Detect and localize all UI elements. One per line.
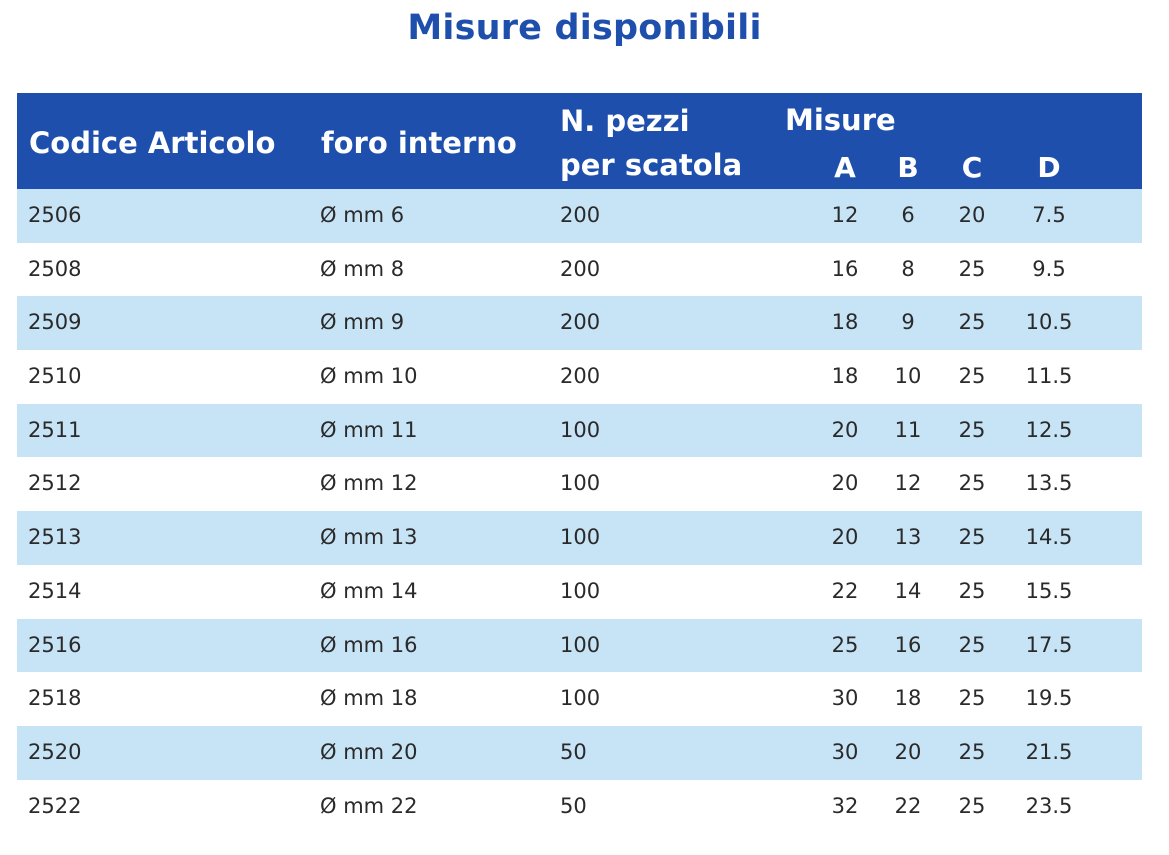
cell-pezzi: 200: [560, 310, 601, 335]
cell-codice: 2520: [28, 739, 82, 764]
cell-foro: Ø mm 14: [320, 578, 418, 603]
cell-misura-d: 13.5: [1025, 471, 1073, 496]
cell-misura-c: 25: [958, 310, 986, 335]
cell-codice: 2508: [28, 256, 82, 281]
cell-foro: Ø mm 11: [320, 417, 418, 442]
page-title: Misure disponibili: [407, 8, 762, 48]
header-misura-a: A: [834, 151, 856, 184]
cell-misura-b: 16: [894, 632, 922, 657]
cell-misura-d: 23.5: [1025, 793, 1073, 818]
cell-misura-a: 16: [831, 256, 859, 281]
table-row: [17, 457, 1142, 511]
cell-misura-a: 18: [831, 364, 859, 389]
cell-pezzi: 200: [560, 203, 601, 227]
cell-codice: 2522: [28, 793, 82, 818]
cell-misura-d: 17.5: [1025, 632, 1073, 657]
table-row: [17, 511, 1142, 565]
header-misura-d: D: [1037, 151, 1061, 184]
cell-pezzi: 100: [560, 686, 601, 711]
cell-foro: Ø mm 16: [320, 632, 418, 657]
cell-misura-b: 9: [901, 310, 915, 335]
cell-misura-a: 22: [831, 578, 859, 603]
cell-misura-a: 12: [831, 203, 859, 227]
cell-misura-c: 25: [958, 686, 986, 711]
cell-misura-c: 25: [958, 578, 986, 603]
cell-foro: Ø mm 9: [320, 310, 405, 335]
cell-misura-c: 25: [958, 364, 986, 389]
table-row: [17, 619, 1142, 673]
cell-pezzi: 200: [560, 256, 601, 281]
cell-misura-c: 25: [958, 739, 986, 764]
header-codice-articolo: Codice Articolo: [29, 126, 276, 160]
cell-misura-b: 20: [894, 739, 922, 764]
table-row: [17, 404, 1142, 458]
cell-pezzi: 100: [560, 578, 601, 603]
table-row: [17, 296, 1142, 350]
cell-misura-a: 18: [831, 310, 859, 335]
header-pezzi-line2: per scatola: [560, 148, 743, 182]
table-header: [17, 93, 1142, 189]
cell-foro: Ø mm 6: [320, 203, 405, 227]
cell-misura-a: 20: [831, 417, 859, 442]
cell-misura-c: 25: [958, 525, 986, 550]
cell-codice: 2509: [28, 310, 82, 335]
cell-pezzi: 200: [560, 364, 601, 389]
cell-misura-d: 12.5: [1025, 417, 1073, 442]
table-row: [17, 243, 1142, 297]
cell-misura-d: 10.5: [1025, 310, 1073, 335]
cell-pezzi: 50: [560, 739, 587, 764]
table-row: [17, 672, 1142, 726]
cell-codice: 2514: [28, 578, 82, 603]
cell-pezzi: 50: [560, 793, 587, 818]
cell-foro: Ø mm 18: [320, 686, 418, 711]
cell-codice: 2506: [28, 203, 82, 227]
cell-codice: 2513: [28, 525, 82, 550]
cell-misura-a: 25: [831, 632, 859, 657]
header-pezzi-line1: N. pezzi: [560, 104, 690, 138]
cell-misura-b: 10: [894, 364, 922, 389]
table-row: [17, 565, 1142, 619]
table-row: [17, 189, 1142, 243]
cell-misura-c: 25: [958, 632, 986, 657]
header-misura-b: B: [897, 151, 919, 184]
cell-misura-d: 21.5: [1025, 739, 1073, 764]
cell-misura-c: 25: [958, 417, 986, 442]
cell-misura-b: 14: [894, 578, 922, 603]
cell-misura-c: 25: [958, 471, 986, 496]
cell-misura-b: 11: [894, 417, 922, 442]
cell-foro: Ø mm 20: [320, 739, 418, 764]
cell-misura-d: 14.5: [1025, 525, 1073, 550]
cell-pezzi: 100: [560, 471, 601, 496]
cell-foro: Ø mm 13: [320, 525, 418, 550]
header-foro-interno: foro interno: [321, 126, 517, 160]
cell-foro: Ø mm 22: [320, 793, 418, 818]
cell-codice: 2512: [28, 471, 82, 496]
cell-misura-d: 9.5: [1032, 256, 1066, 281]
cell-misura-d: 15.5: [1025, 578, 1073, 603]
table-row: [17, 780, 1142, 834]
cell-misura-b: 13: [894, 525, 922, 550]
cell-misura-b: 22: [894, 793, 922, 818]
cell-misura-d: 11.5: [1025, 364, 1073, 389]
cell-foro: Ø mm 8: [320, 256, 405, 281]
cell-misura-d: 7.5: [1032, 203, 1066, 227]
cell-misura-a: 20: [831, 525, 859, 550]
cell-codice: 2510: [28, 364, 82, 389]
header-misura-c: C: [961, 151, 983, 184]
cell-misura-a: 20: [831, 471, 859, 496]
cell-pezzi: 100: [560, 632, 601, 657]
cell-misura-c: 25: [958, 256, 986, 281]
cell-codice: 2518: [28, 686, 82, 711]
cell-misura-b: 6: [901, 203, 915, 227]
table-row: [17, 726, 1142, 780]
cell-foro: Ø mm 10: [320, 364, 418, 389]
cell-misura-b: 8: [901, 256, 915, 281]
cell-pezzi: 100: [560, 417, 601, 442]
cell-codice: 2511: [28, 417, 82, 442]
cell-misura-a: 30: [831, 739, 859, 764]
cell-foro: Ø mm 12: [320, 471, 418, 496]
header-misure: Misure: [785, 103, 896, 137]
cell-pezzi: 100: [560, 525, 601, 550]
cell-misura-b: 12: [894, 471, 922, 496]
table-body: [17, 189, 1142, 833]
cell-misura-a: 30: [831, 686, 859, 711]
cell-misura-c: 20: [958, 203, 986, 227]
cell-misura-a: 32: [831, 793, 859, 818]
table-row: [17, 350, 1142, 404]
cell-misura-c: 25: [958, 793, 986, 818]
cell-misura-b: 18: [894, 686, 922, 711]
cell-codice: 2516: [28, 632, 82, 657]
cell-misura-d: 19.5: [1025, 686, 1073, 711]
sizes-table: [17, 93, 1142, 833]
